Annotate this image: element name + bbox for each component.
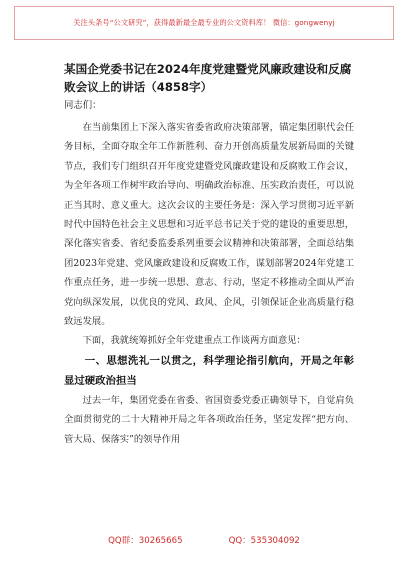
- promo-banner-text: 关注头条号“公文研究”，获得最新最全最专业的公文资料库！ 微信：gongwenyj: [73, 18, 335, 27]
- document-body: [64, 118, 354, 449]
- paragraph: 过去一年，集团党委在省委、省国资委党委正确领导下，自觉肩负全面贯彻党的二十大精神开局之年各项政治任务，坚定发挥“把方向、管大局、保落实”的领导作用: [64, 394, 354, 445]
- section-heading: 一、思想洗礼一以贯之，科学理论指引航向，开局之年彰显过硬政治担当: [64, 354, 354, 387]
- document-title: 某国企党委书记在2024年度党建暨党风廉政建设和反腐败会议上的讲话（4858字）: [64, 62, 352, 94]
- promo-banner: [14, 6, 394, 40]
- paragraph: 在当前集团上下深入落实省委省政府决策部署，锚定集团职代会任务目标，全面夺取全年工作新胜利、奋力开创高质量发展新局面的关键节点，我们专门组织召开年度党建暨党风廉政建设和反腐败工作会议，为全年各项工作树牢政治导向、明确政治标准、压实政治责任，可以说正当其时、意义重大。这次会议的主要任务是：深入学习贯彻习近平新时代中国特色社会主义思想和习近平总书记关于党的建设的重要思想，深化落实省委、省纪委监委系列重要会议精神和决策部署，全面总结集团2023年党建、党风廉政建设和反腐败工作，谋划部署2024年党建工作重点任务，进一步统一思想、意志、行动，坚定不移推动全面从严治党向纵深发展，以优良的党风、政风、企风，引领保证企业高质量行稳致远发展。: [64, 122, 354, 328]
- footer-qq: QQ：535304092: [228, 536, 300, 546]
- paragraph: 下面，我就统筹抓好全年党建重点工作谈两方面意见：: [82, 335, 306, 347]
- salutation: 同志们：: [64, 100, 102, 111]
- footer-qq-group: QQ群：30265665: [108, 536, 183, 546]
- page-footer: [0, 534, 408, 546]
